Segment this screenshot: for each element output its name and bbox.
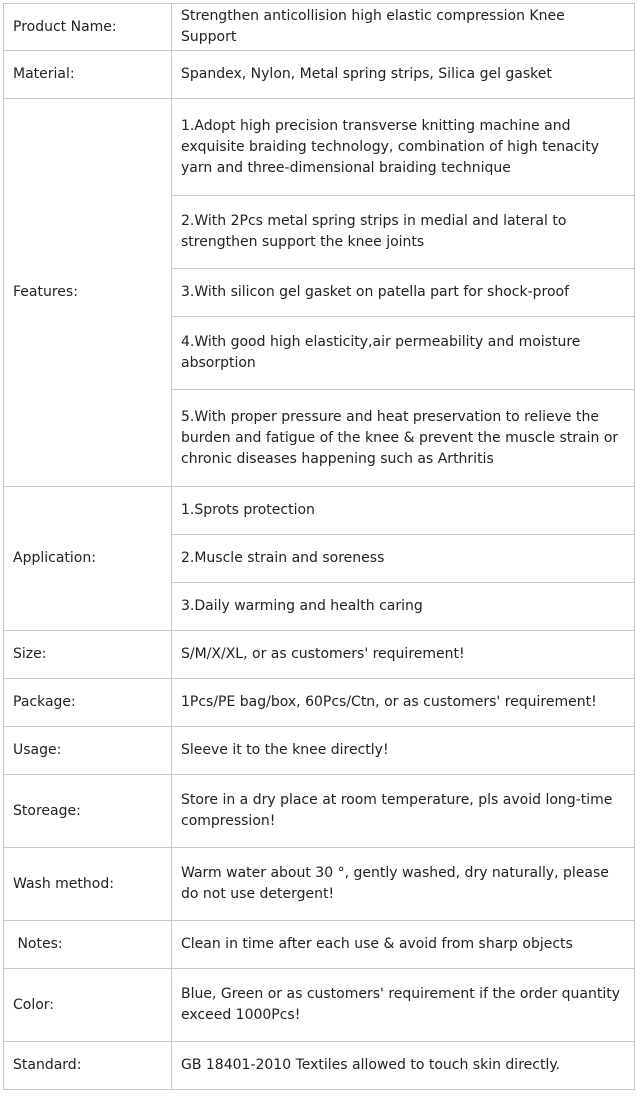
feature-item-1: 1.Adopt high precision transverse knitting machine and exquisite braiding technology, combination of high tenacity yarn and three-dimensional braiding technique	[172, 99, 635, 196]
size-value: S/M/X/XL, or as customers' requirement!	[172, 631, 635, 679]
application-item-2: 2.Muscle strain and soreness	[172, 535, 635, 583]
standard-value: GB 18401-2010 Textiles allowed to touch skin directly.	[172, 1042, 635, 1090]
storeage-value: Store in a dry place at room temperature, pls avoid long-time compression!	[172, 775, 635, 848]
notes-label: Notes:	[4, 921, 172, 969]
feature-item-3: 3.With silicon gel gasket on patella part for shock-proof	[172, 269, 635, 317]
color-value: Blue, Green or as customers' requirement if the order quantity exceed 1000Pcs!	[172, 969, 635, 1042]
row-wash-method	[4, 848, 635, 921]
package-value: 1Pcs/PE bag/box, 60Pcs/Ctn, or as customers' requirement!	[172, 679, 635, 727]
material-value: Spandex, Nylon, Metal spring strips, Silica gel gasket	[172, 51, 635, 99]
usage-value: Sleeve it to the knee directly!	[172, 727, 635, 775]
material-label: Material:	[4, 51, 172, 99]
row-material	[4, 51, 635, 99]
size-label: Size:	[4, 631, 172, 679]
wash-method-label: Wash method:	[4, 848, 172, 921]
features-label: Features:	[4, 99, 172, 487]
product-spec-table	[3, 3, 635, 1090]
row-notes	[4, 921, 635, 969]
application-item-1: 1.Sprots protection	[172, 487, 635, 535]
row-color	[4, 969, 635, 1042]
color-label: Color:	[4, 969, 172, 1042]
row-features-1	[4, 99, 635, 196]
feature-item-2: 2.With 2Pcs metal spring strips in medial and lateral to strengthen support the knee joints	[172, 196, 635, 269]
storeage-label: Storeage:	[4, 775, 172, 848]
row-standard	[4, 1042, 635, 1090]
feature-item-5: 5.With proper pressure and heat preservation to relieve the burden and fatigue of the knee & prevent the muscle strain or chronic diseases happening such as Arthritis	[172, 390, 635, 487]
usage-label: Usage:	[4, 727, 172, 775]
row-product-name	[4, 4, 635, 51]
row-usage	[4, 727, 635, 775]
notes-value: Clean in time after each use & avoid from sharp objects	[172, 921, 635, 969]
application-label: Application:	[4, 487, 172, 631]
row-storeage	[4, 775, 635, 848]
package-label: Package:	[4, 679, 172, 727]
product-name-value: Strengthen anticollision high elastic compression Knee Support	[172, 4, 635, 51]
wash-method-value: Warm water about 30 °, gently washed, dry naturally, please do not use detergent!	[172, 848, 635, 921]
row-package	[4, 679, 635, 727]
feature-item-4: 4.With good high elasticity,air permeability and moisture absorption	[172, 317, 635, 390]
application-item-3: 3.Daily warming and health caring	[172, 583, 635, 631]
standard-label: Standard:	[4, 1042, 172, 1090]
row-application-1	[4, 487, 635, 535]
row-size	[4, 631, 635, 679]
product-name-label: Product Name:	[4, 4, 172, 51]
